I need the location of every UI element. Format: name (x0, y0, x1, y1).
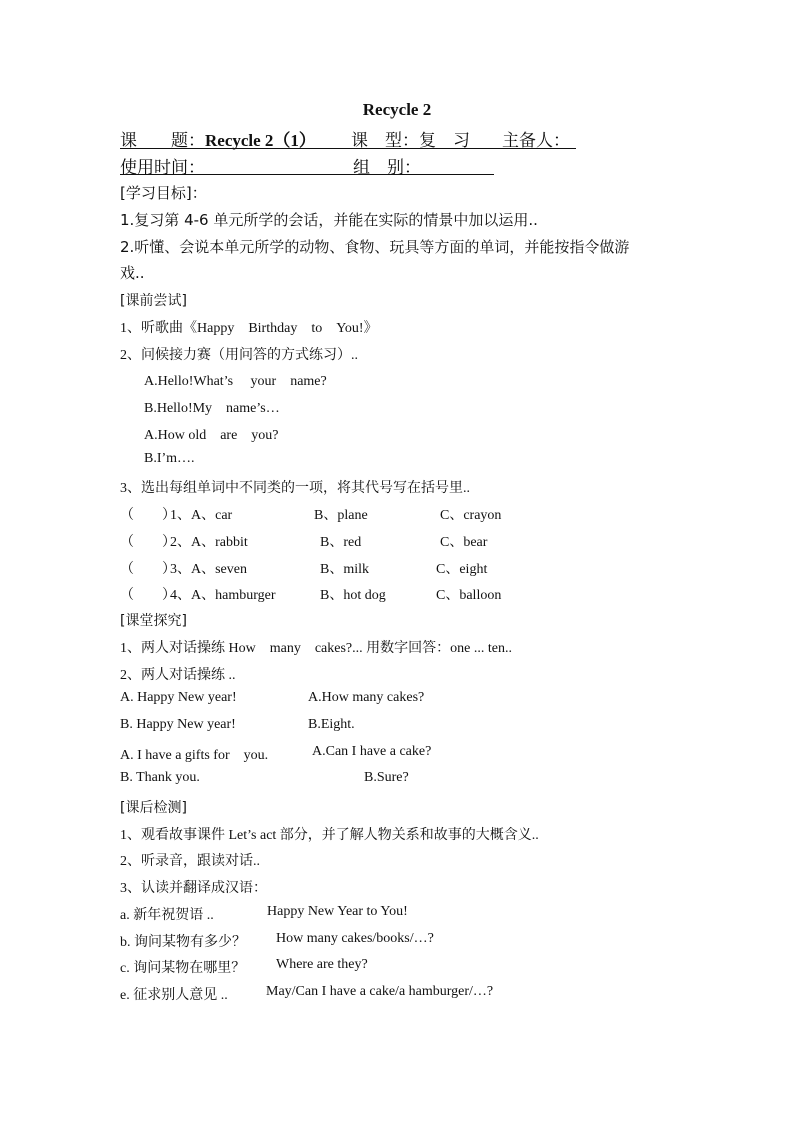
quiz-paren: （ ） (120, 535, 176, 550)
topic-value: Recycle 2（1） (205, 131, 316, 150)
dialog-a1: A.Hello!What’s your name? (144, 374, 327, 389)
quiz-paren: （ ） (120, 508, 176, 523)
translation-phrase: How many cakes/books/…? (276, 931, 434, 946)
translation-label: b. 询问某物有多少？ (120, 935, 246, 950)
quiz-option-c: C、crayon (440, 508, 502, 523)
dialog-b1: B.Hello!My name’s… (144, 401, 280, 416)
type-label: 课 型： (351, 131, 419, 151)
topic-label: 课 题： (120, 131, 205, 151)
quiz-option-a: 4、A、hamburger (170, 588, 276, 603)
translation-phrase: May/Can I have a cake/a hamburger/…? (266, 984, 494, 999)
quiz-option-a: 1、A、car (170, 508, 233, 523)
quiz-option-b: B、plane (314, 508, 368, 523)
quiz-option-b: B、hot dog (320, 588, 386, 603)
class-item-1: 1、两人对话操练 How many cakes?... 用数字回答：one ... ten.. (120, 641, 512, 656)
class-item-2: 2、两人对话操练 .. (120, 668, 236, 683)
class-heading: [课堂探究] (120, 613, 187, 629)
quiz-paren: （ ） (120, 562, 176, 577)
preparer-label: 主备人： (502, 131, 570, 151)
page-title: Recycle 2 (362, 100, 432, 119)
dialog-right: A.How many cakes? (308, 690, 425, 705)
pre-item-1: 1、听歌曲《Happy Birthday to You!》 (120, 321, 378, 336)
pre-item-3: 3、选出每组单词中不同类的一项，将其代号写在括号里.. (120, 481, 470, 496)
translation-phrase: Happy New Year to You! (267, 904, 408, 919)
quiz-option-c: C、bear (440, 535, 488, 550)
goals-heading: [学习目标]： (120, 184, 207, 202)
quiz-option-c: C、balloon (436, 588, 502, 603)
after-item-1: 1、观看故事课件 Let’s act 部分，并了解人物关系和故事的大概含义.. (120, 828, 539, 843)
dialog-left: B. Happy New year! (120, 717, 236, 732)
after-heading: [课后检测] (120, 800, 187, 816)
translation-label: e. 征求别人意见 .. (120, 988, 228, 1003)
dialog-left: A. Happy New year! (120, 690, 237, 705)
quiz-paren: （ ） (120, 588, 176, 603)
type-value: 复 习 (419, 131, 470, 151)
pre-item-2: 2、问候接力赛（用问答的方式练习）.. (120, 348, 358, 363)
quiz-option-a: 2、A、rabbit (170, 535, 248, 550)
quiz-option-b: B、red (320, 535, 362, 550)
pre-class-heading: [课前尝试] (120, 293, 187, 309)
dialog-left: B. Thank you. (120, 770, 200, 785)
dialog-right: B.Eight. (308, 717, 355, 732)
quiz-option-b: B、milk (320, 562, 370, 577)
goal-2-part-2: 戏.. (120, 264, 145, 282)
dialog-right: B.Sure? (364, 770, 409, 785)
header-underline-2 (120, 174, 494, 175)
quiz-option-a: 3、A、seven (170, 562, 247, 577)
dialog-b2: B.I’m…. (144, 451, 195, 466)
header-underline-1 (120, 148, 576, 149)
dialog-right: A.Can I have a cake? (312, 744, 432, 759)
translation-phrase: Where are they? (276, 957, 368, 972)
after-item-3: 3、认读并翻译成汉语： (120, 881, 267, 896)
translation-label: c. 询问某物在哪里？ (120, 961, 246, 976)
translation-label: a. 新年祝贺语 .. (120, 908, 214, 923)
goal-1: 1.复习第 4-6 单元所学的会话，并能在实际的情景中加以运用.. (120, 211, 538, 229)
dialog-a2: A.How old are you? (144, 428, 279, 443)
dialog-left: A. I have a gifts for you. (120, 748, 269, 763)
goal-2-part-1: 2.听懂、会说本单元所学的动物、食物、玩具等方面的单词，并能按指令做游 (120, 238, 630, 256)
after-item-2: 2、听录音，跟读对话.. (120, 854, 260, 869)
group-label: 组 别： (353, 158, 421, 178)
time-label: 使用时间： (120, 158, 205, 178)
quiz-option-c: C、eight (436, 562, 488, 577)
